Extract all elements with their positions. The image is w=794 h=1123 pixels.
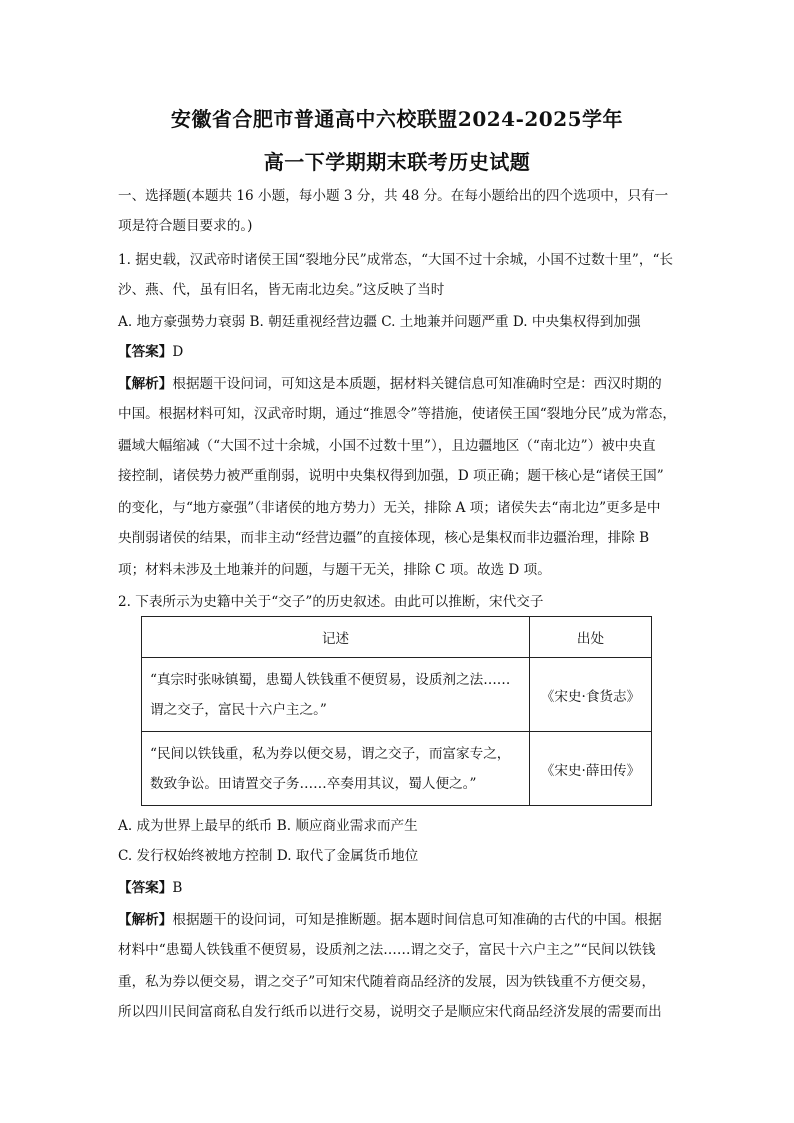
record-line: 数致争讼。田请置交子务……卒奏用其议，蜀人便之。” xyxy=(150,775,477,792)
analysis-text: 根据题干的设问词，可知是推断题。据本题时间信息可知准确的古代的中国。根据 xyxy=(172,912,662,928)
answer-label: 【答案】 xyxy=(118,880,173,896)
section-intro-line2: 项是符合题目要求的。) xyxy=(118,218,253,234)
q2-options-line2: C. 发行权始终被地方控制 D. 取代了金属货币地位 xyxy=(118,848,419,864)
analysis-label: 【解析】 xyxy=(118,912,173,928)
q2-stem: 2. 下表所示为史籍中关于“交子”的历史叙述。由此可以推断，宋代交子 xyxy=(118,594,544,610)
q1-analysis-line1 xyxy=(118,374,662,394)
q1-answer xyxy=(118,342,183,362)
table-cell-record xyxy=(142,658,530,732)
table-header-record: 记述 xyxy=(142,617,530,658)
record-line: 谓之交子，富民十六户主之。” xyxy=(150,701,327,718)
q2-options-line1: A. 成为世界上最早的纸币 B. 顺应商业需求而产生 xyxy=(118,818,418,834)
q1-options: A. 地方豪强势力衰弱 B. 朝廷重视经营边疆 C. 土地兼并问题严重 D. 中央集权得到加强 xyxy=(118,314,641,330)
record-line: “真宗时张咏镇蜀，患蜀人铁钱重不便贸易，设质剂之法…… xyxy=(150,671,511,688)
source-table xyxy=(141,616,652,806)
q2-analysis-line4: 所以四川民间富商私自发行纸币以进行交易，说明交子是顺应宋代商品经济发展的需要而出 xyxy=(118,1004,662,1020)
section-intro-line1: 一、选择题(本题共 16 小题，每小题 3 分，共 48 分。在每小题给出的四个选项中，只有一 xyxy=(118,188,669,204)
q2-analysis-line1 xyxy=(118,910,662,930)
q1-analysis-line3: 疆域大幅缩减（“大国不过十余城，小国不过数十里”），且边疆地区（“南北边”）被中央直 xyxy=(118,438,656,454)
page-title-line1: 安徽省合肥市普通高中六校联盟2024-2025学年 xyxy=(170,107,624,131)
q1-analysis-line7: 项；材料未涉及土地兼并的问题，与题干无关，排除 C 项。故选 D 项。 xyxy=(118,562,551,578)
table-row xyxy=(142,658,652,732)
table-header-source: 出处 xyxy=(530,617,652,658)
analysis-label: 【解析】 xyxy=(118,376,173,392)
page-title-line2: 高一下学期期末联考历史试题 xyxy=(263,150,531,174)
q1-analysis-line6: 央削弱诸侯的结果，而非主动“经营边疆”的直接体现，核心是集权而非边疆治理，排除 B xyxy=(118,530,650,546)
q1-analysis-line5: 的变化，与“地方豪强”（非诸侯的地方势力）无关，排除 A 项；诸侯失去“南北边”更多是中 xyxy=(118,500,661,516)
q2-analysis-line2: 材料中“患蜀人铁钱重不便贸易，设质剂之法……谓之交子，富民十六户主之”“民间以铁钱 xyxy=(118,942,656,958)
analysis-text: 根据题干设问词，可知这是本质题，据材料关键信息可知准确时空是：西汉时期的 xyxy=(172,376,662,392)
record-line: “民间以铁钱重，私为券以便交易，谓之交子，而富家专之， xyxy=(150,745,511,762)
table-cell-source: 《宋史·食货志》 xyxy=(530,658,652,732)
q1-stem-line2: 沙、燕、代，虽有旧名，皆无南北边矣。”这反映了当时 xyxy=(118,282,445,298)
answer-label: 【答案】 xyxy=(118,344,173,360)
table-cell-record xyxy=(142,732,530,806)
table-cell-source: 《宋史·薛田传》 xyxy=(530,732,652,806)
q2-analysis-line3: 重，私为券以便交易，谓之交子”可知宋代随着商品经济的发展，因为铁钱重不方便交易， xyxy=(118,974,656,990)
q1-analysis-line2: 中国。根据材料可知，汉武帝时期，通过“推恩令”等措施，使诸侯王国“裂地分民”成为常态， xyxy=(118,406,676,422)
answer-value: D xyxy=(172,344,184,360)
table-row xyxy=(142,732,652,806)
q1-analysis-line4: 接控制，诸侯势力被严重削弱，说明中央集权得到加强，D 项正确；题干核心是“诸侯王国” xyxy=(118,468,664,484)
table-header-row xyxy=(142,617,652,658)
answer-value: B xyxy=(172,880,183,896)
q2-answer xyxy=(118,878,182,898)
q1-stem-line1: 1. 据史载，汉武帝时诸侯王国“裂地分民”成常态，“大国不过十余城，小国不过数十里”，“长 xyxy=(118,252,674,268)
